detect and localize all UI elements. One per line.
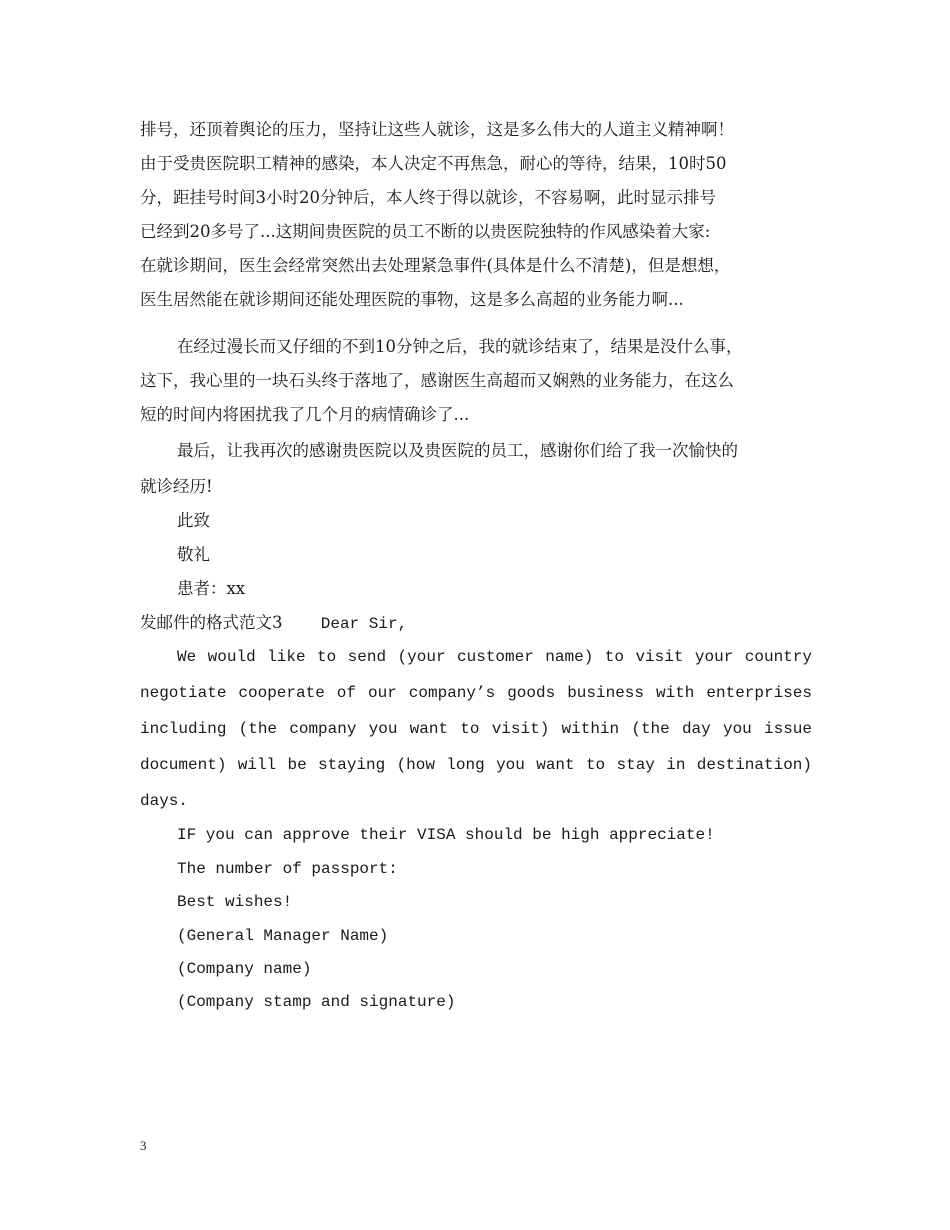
closing-line: 敬礼 — [177, 545, 210, 564]
greeting: Dear Sir, — [320, 615, 408, 633]
english-paragraph-line: including (the company you want to visit) within (the day you issue — [140, 720, 812, 738]
paragraph-line: 已经到20多号了...这期间贵医院的员工不断的以贵医院独特的作风感染着大家: — [140, 222, 711, 241]
paragraph-line: 短的时间内将困扰我了几个月的病情确诊了... — [140, 405, 470, 424]
paragraph-line: 分，距挂号时间3小时20分钟后，本人终于得以就诊，不容易啊，此时显示排号 — [140, 188, 716, 207]
paragraph-line: 就诊经历! — [140, 477, 213, 496]
paragraph-line: 排号，还顶着舆论的压力，坚持让这些人就诊，这是多么伟大的人道主义精神啊！ — [140, 120, 734, 139]
english-line: (Company name) — [177, 960, 312, 978]
paragraph-line: 由于受贵医院职工精神的感染，本人决定不再焦急，耐心的等待，结果，10时50 — [140, 154, 727, 173]
paragraph-line: 最后，让我再次的感谢贵医院以及贵医院的员工，感谢你们给了我一次愉快的 — [177, 441, 738, 460]
paragraph-line: 在就诊期间，医生会经常突然出去处理紧急事件(具体是什么不清楚)，但是想想， — [140, 256, 731, 275]
english-line: (General Manager Name) — [177, 927, 389, 945]
section-heading: 发邮件的格式范文3 — [140, 613, 283, 632]
english-line: Best wishes! — [177, 893, 293, 911]
english-line: The number of passport: — [177, 860, 398, 878]
paragraph-line: 这下，我心里的一块石头终于落地了，感谢医生高超而又娴熟的业务能力，在这么 — [140, 371, 734, 390]
section-heading-line — [140, 611, 407, 635]
english-line: (Company stamp and signature) — [177, 993, 456, 1011]
english-line: IF you can approve their VISA should be high appreciate! — [177, 826, 715, 844]
paragraph-line: 在经过漫长而又仔细的不到10分钟之后，我的就诊结束了，结果是没什么事， — [177, 337, 743, 356]
english-paragraph-line: negotiate cooperate of our company’s goods business with enterprises — [140, 684, 812, 702]
closing-line: 此致 — [177, 511, 210, 530]
english-paragraph-line: days. — [140, 792, 189, 810]
signature-line: 患者：xx — [177, 579, 246, 598]
page-number: 3 — [140, 1138, 147, 1153]
english-paragraph-line: We would like to send (your customer name) to visit your country — [177, 648, 812, 666]
english-paragraph-line: document) will be staying (how long you want to stay in destination) — [140, 756, 812, 774]
paragraph-line: 医生居然能在就诊期间还能处理医院的事物，这是多么高超的业务能力啊... — [140, 290, 684, 309]
